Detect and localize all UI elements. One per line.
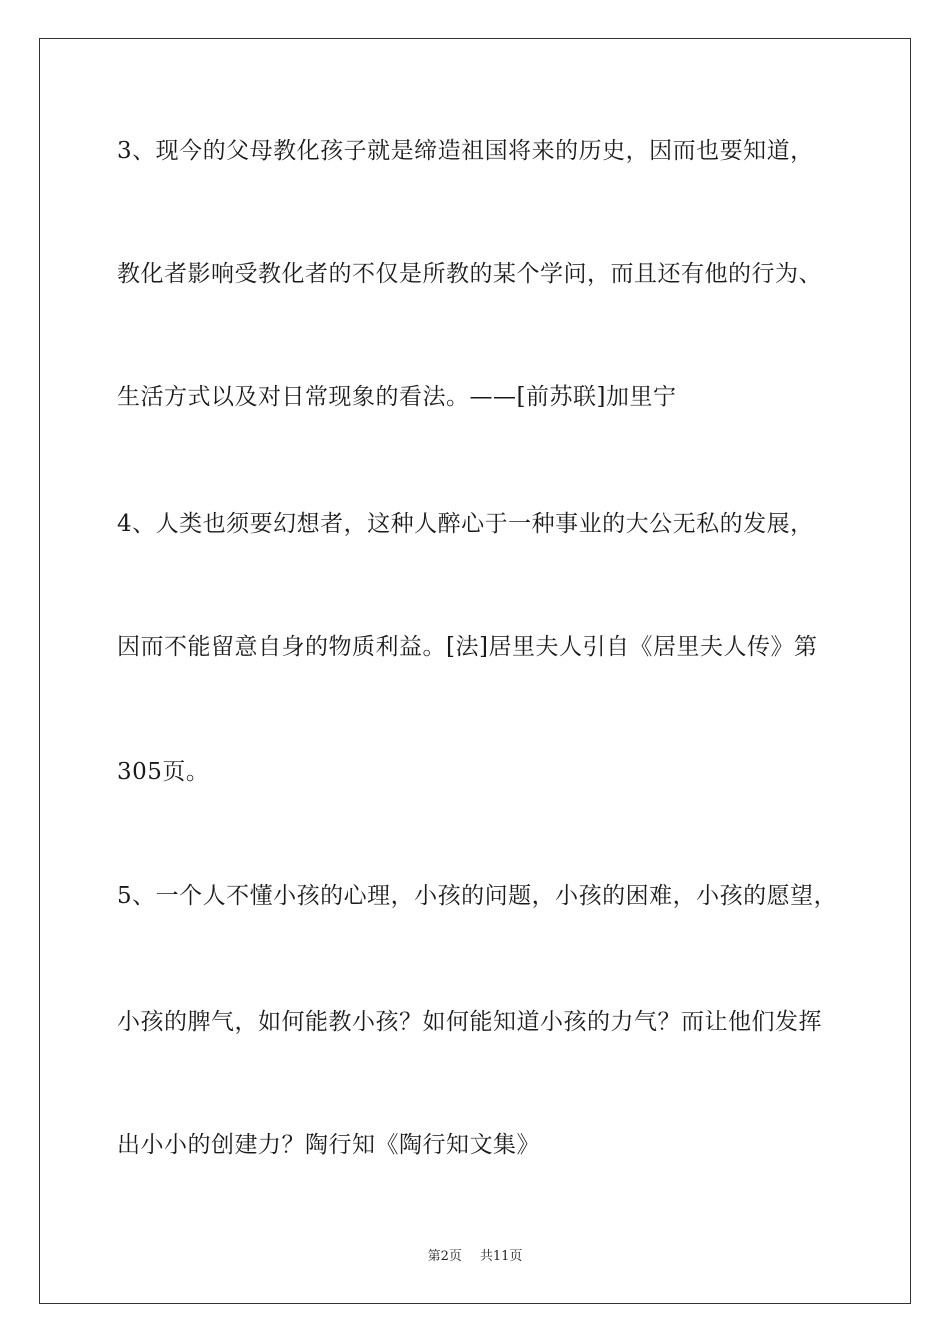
total-pages: 共11页 [479,1249,523,1264]
text-line-7: 5、一个人不懂小孩的心理，小孩的问题，小孩的困难，小孩的愿望， [117,883,838,909]
text-line-2: 教化者影响受教化者的不仅是所教的某个学问，而且还有他的行为、 [117,261,822,287]
text-line-4: 4、人类也须要幻想者，这种人醉心于一种事业的大公无私的发展， [117,511,814,537]
page-number: 第2页 [427,1249,462,1264]
page-footer [0,1248,950,1266]
text-line-8: 小孩的脾气，如何能教小孩？如何能知道小孩的力气？而让他们发挥 [117,1009,822,1035]
page-frame [39,38,911,1304]
text-line-9: 出小小的创建力？陶行知《陶行知文集》 [117,1132,540,1158]
text-line-1: 3、现今的父母教化孩子就是缔造祖国将来的历史，因而也要知道， [117,138,814,164]
text-line-3: 生活方式以及对日常现象的看法。——[前苏联]加里宁 [117,384,677,410]
text-line-5: 因而不能留意自身的物质利益。[法]居里夫人引自《居里夫人传》第 [117,634,818,660]
text-line-6: 305页。 [117,759,210,785]
